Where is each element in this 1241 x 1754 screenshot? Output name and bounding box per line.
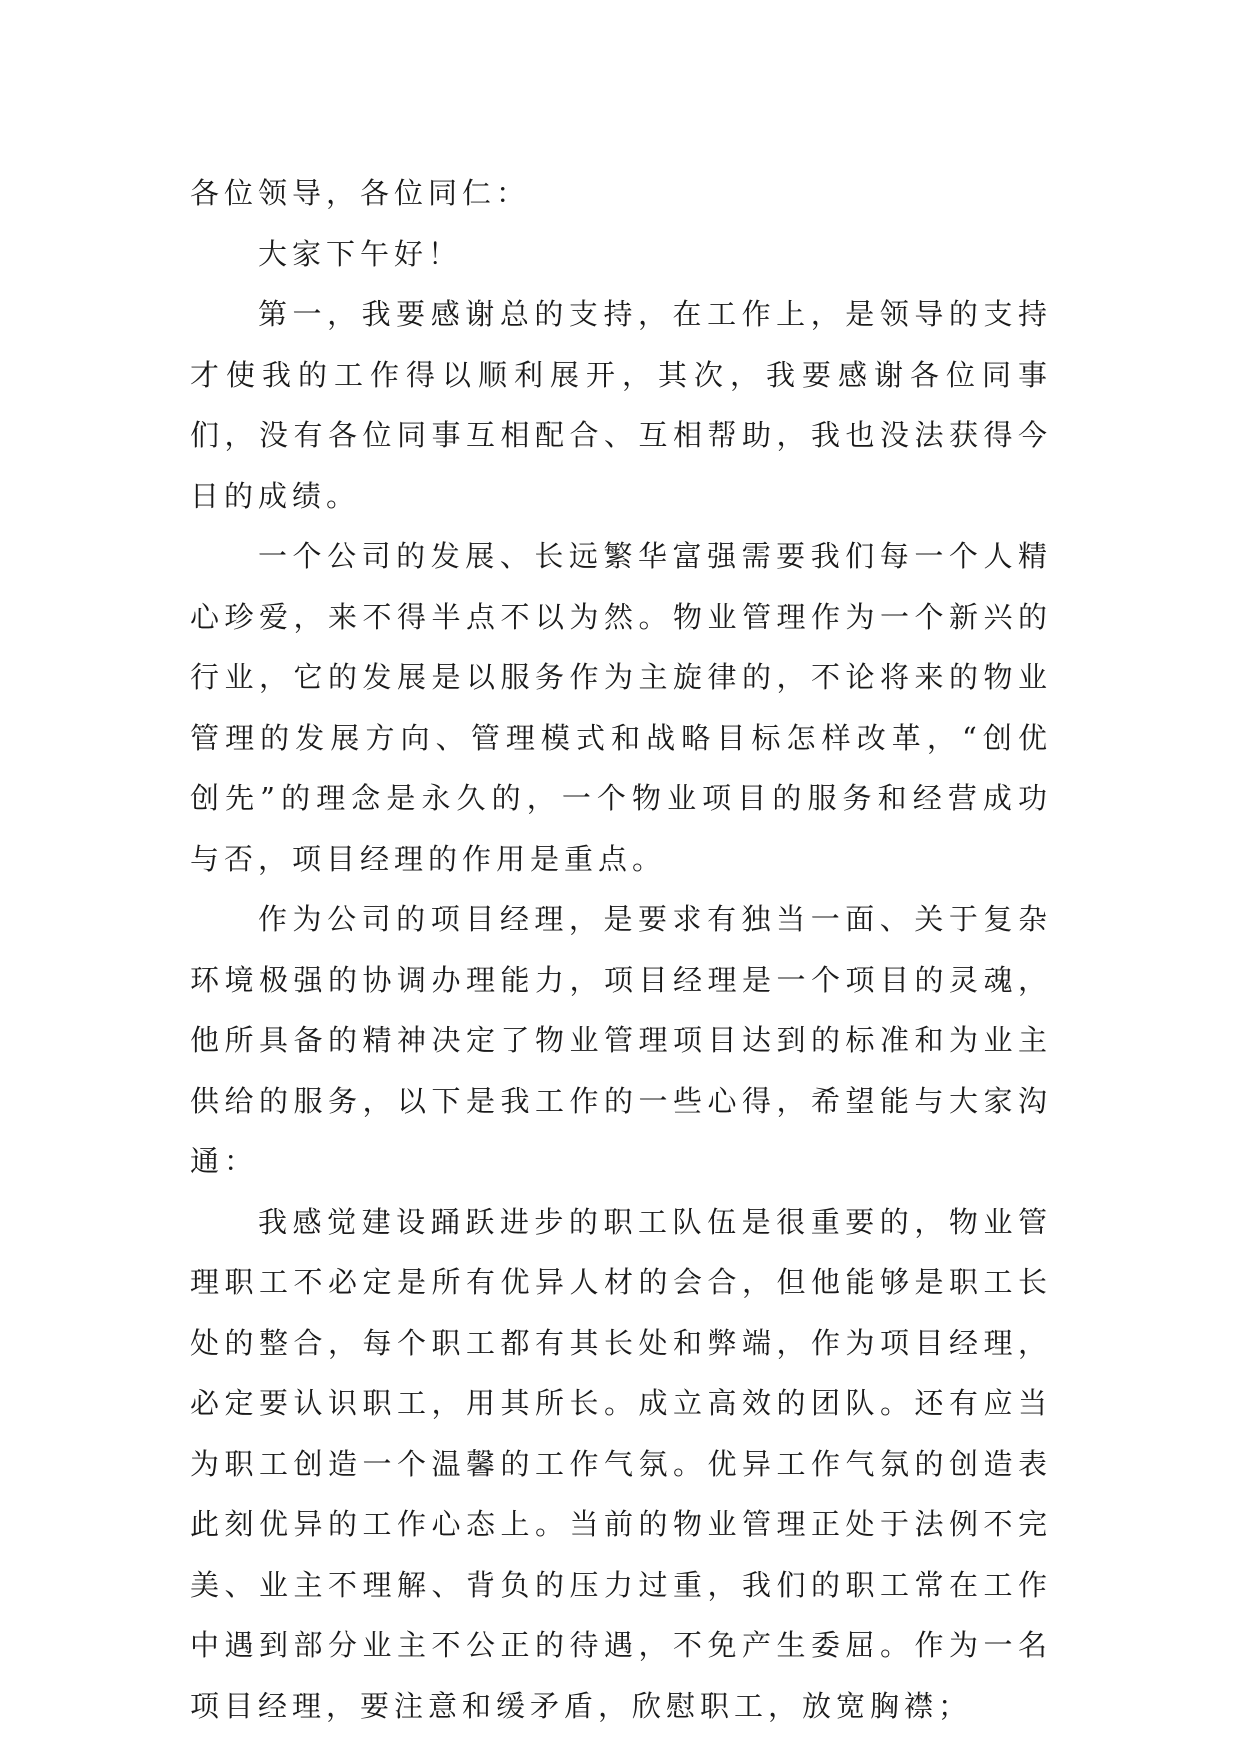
paragraph-team-building: 我感觉建设踊跃进步的职工队伍是很重要的，物业管理职工不必定是所有优异人材的会合，但他能够是职工长处的整合，每个职工都有其长处和弊端，作为项目经理，必定要认识职工，用其所长。成立高效的团队。还有应当为职工创造一个温馨的工作气氛。优异工作气氛的创造表此刻优异的工作心态上。当前的物业管理正处于法例不完美、业主不理解、背负的压力过重，我们的职工常在工作中遇到部分业主不公正的待遇，不免产生委屈。作为一名项目经理，要注意和缓矛盾，欣慰职工，放宽胸襟； [190, 1204, 1052, 1723]
paragraph-project-manager-role: 作为公司的项目经理，是要求有独当一面、关于复杂环境极强的协调办理能力，项目经理是一个项目的灵魂，他所具备的精神决定了物业管理项目达到的标准和为业主供给的服务，以下是我工作的一些心得，希望能与大家沟通： [190, 902, 1052, 1178]
salutation: 各位领导，各位同仁： [190, 176, 531, 210]
paragraph-thanks: 第一，我要感谢总的支持，在工作上，是领导的支持才使我的工作得以顺利展开，其次，我要感谢各位同事们，没有各位同事互相配合、互相帮助，我也没法获得今日的成绩。 [190, 297, 1052, 513]
paragraph-company-development: 一个公司的发展、长远繁华富强需要我们每一个人精心珍爱，来不得半点不以为然。物业管理作为一个新兴的行业，它的发展是以服务作为主旋律的，不论将来的物业管理的发展方向、管理模式和战略目标怎样改革，“创优创先”的理念是永久的，一个物业项目的服务和经营成功与否，项目经理的作用是重点。 [190, 539, 1052, 876]
paragraph-greeting: 大家下午好！ [258, 236, 463, 271]
document-body [190, 163, 1052, 1736]
